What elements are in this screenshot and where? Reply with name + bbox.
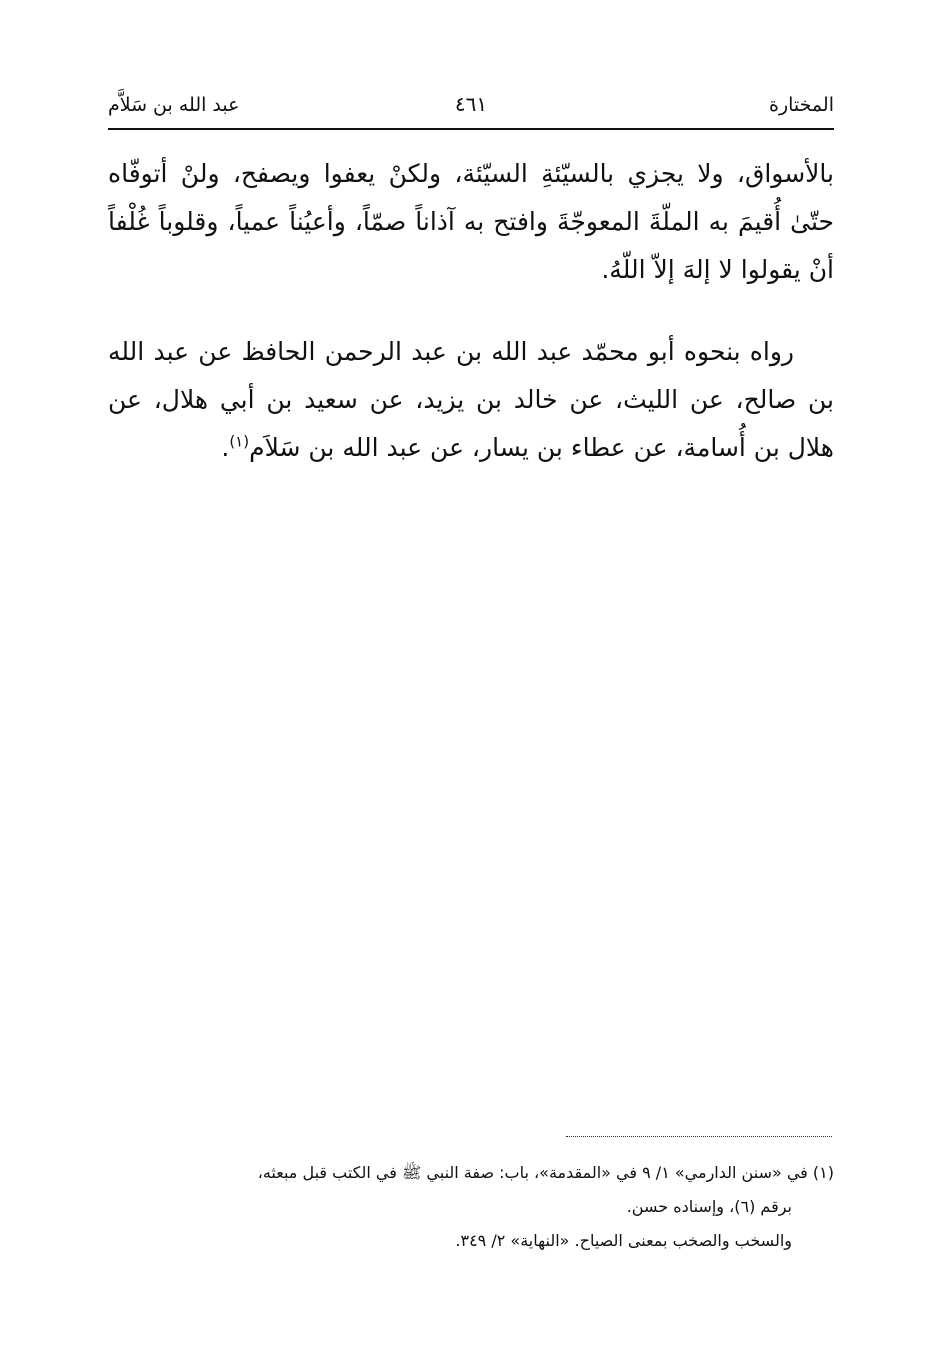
paragraph-end: . xyxy=(221,433,230,462)
footnote-separator xyxy=(566,1136,832,1137)
book-title: المختارة xyxy=(769,94,834,116)
footnotes xyxy=(108,1156,834,1258)
page-number: ٤٦١ xyxy=(454,92,488,116)
section-title: عبد الله بن سَلاَّم xyxy=(108,94,240,116)
footnote-line: برقم (٦)، وإسناده حسن. xyxy=(626,1197,792,1216)
paragraph-text: رواه بنحوه أبو محمّد عبد الله بن عبد الرحمن الحافظ عن عبد الله بن صالح، عن الليث، عن خالد بن يزيد، عن سعيد بن أبي هلال، عن هلال بن أُسامة، عن عطاء بن يسار، عن عبد الله بن سَلاَم xyxy=(108,337,834,462)
main-text xyxy=(108,150,834,472)
footnote-line: (١) في «سنن الدارمي» ١/ ٩ في «المقدمة»، باب: صفة النبي ﷺ في الكتب قبل مبعثه، xyxy=(257,1163,834,1182)
paragraph xyxy=(108,328,834,472)
footnote-line: والسخب والصخب بمعنى الصياح. «النهاية» ٢/ ٣٤٩. xyxy=(455,1231,792,1250)
page-header xyxy=(108,88,834,130)
footnote-reference[interactable]: (١) xyxy=(229,432,250,451)
paragraph: بالأسواق، ولا يجزي بالسيّئةِ السيّئة، ولكنْ يعفوا ويصفح، ولنْ أتوفّاه حتّىٰ أُقيمَ به الملّةَ المعوجّةَ وافتح به آذاناً صمّاً، وأعيُناً عمياً، وقلوباً غُلْفاً أنْ يقولوا لا إلهَ إلاّ اللّهُ. xyxy=(108,159,834,284)
